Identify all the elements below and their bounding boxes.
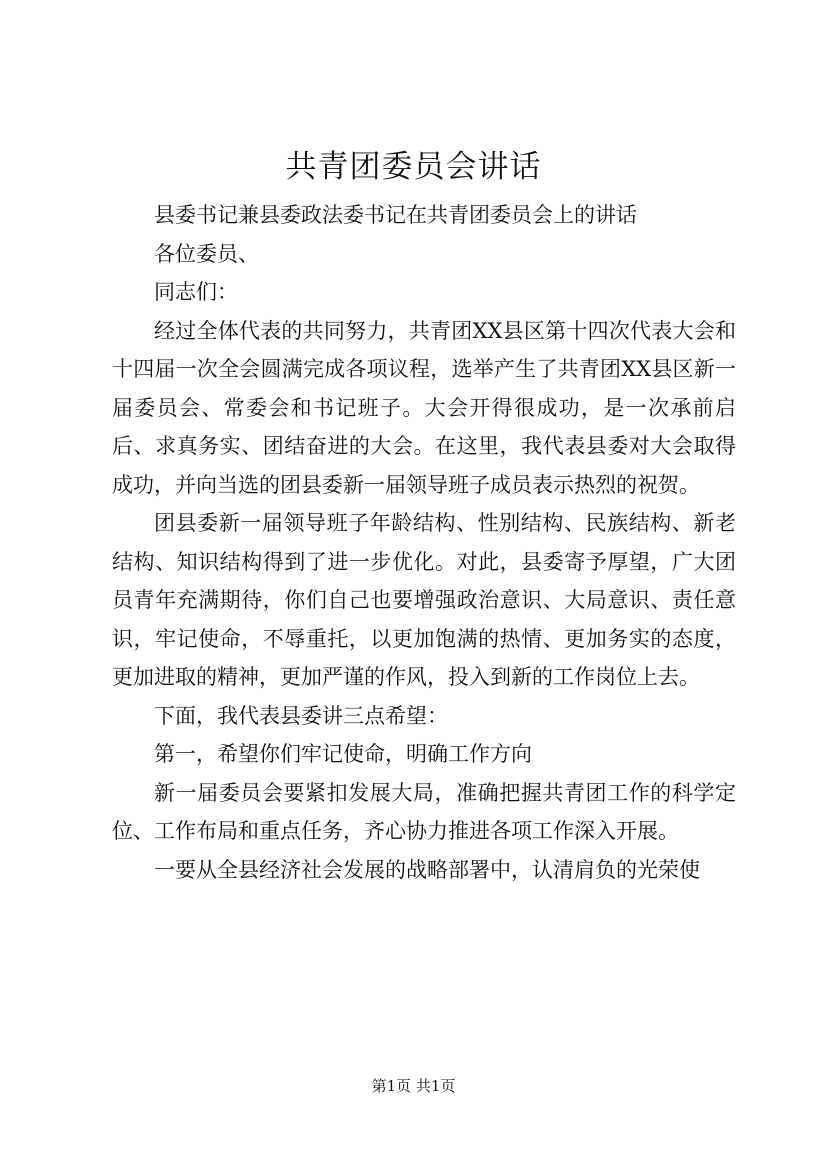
- paragraph-first-point: 一要从全县经济社会发展的战略部署中，认清肩负的光荣使: [154, 857, 700, 882]
- document-body: [112, 196, 736, 889]
- paragraph-first-hope-body: 新一届委员会要紧扣发展大局，准确把握共青团工作的科学定位、工作布局和重点任务，齐心协力推进各项工作深入开展。: [112, 780, 736, 843]
- paragraph-leadership-structure: 团县委新一届领导班子年龄结构、性别结构、民族结构、新老结构、知识结构得到了进一步优化。对此，县委寄予厚望，广大团员青年充满期待，你们自己也要增强政治意识、大局意识、责任意识，牢记使命，不辱重托，以更加饱满的热情、更加务实的态度，更加进取的精神，更加严谨的作风，投入到新的工作岗位上去。: [112, 511, 736, 689]
- page-number-footer: 第1页 共1页: [371, 1077, 456, 1095]
- paragraph-subtitle: 县委书记兼县委政法委书记在共青团委员会上的讲话: [154, 203, 637, 227]
- paragraph-first-hope-heading: 第一，希望你们牢记使命，明确工作方向: [154, 742, 532, 766]
- paragraph-salutation-members: 各位委员、: [154, 241, 259, 266]
- paragraph-three-hopes: 下面，我代表县委讲三点希望：: [154, 703, 448, 728]
- document-title: 共青团委员会讲话: [285, 149, 542, 185]
- paragraph-congratulations: 经过全体代表的共同努力，共青团XX县区第十四次代表大会和十四届一次全会圆满完成各项议程，选举产生了共青团XX县区新一届委员会、常委会和书记班子。大会开得很成功，是一次承前启后、求真务实、团结奋进的大会。在这里，我代表县委对大会取得成功，并向当选的团县委新一届领导班子成员表示热烈的祝贺。: [112, 318, 736, 497]
- paragraph-salutation-comrades: 同志们：: [154, 280, 238, 304]
